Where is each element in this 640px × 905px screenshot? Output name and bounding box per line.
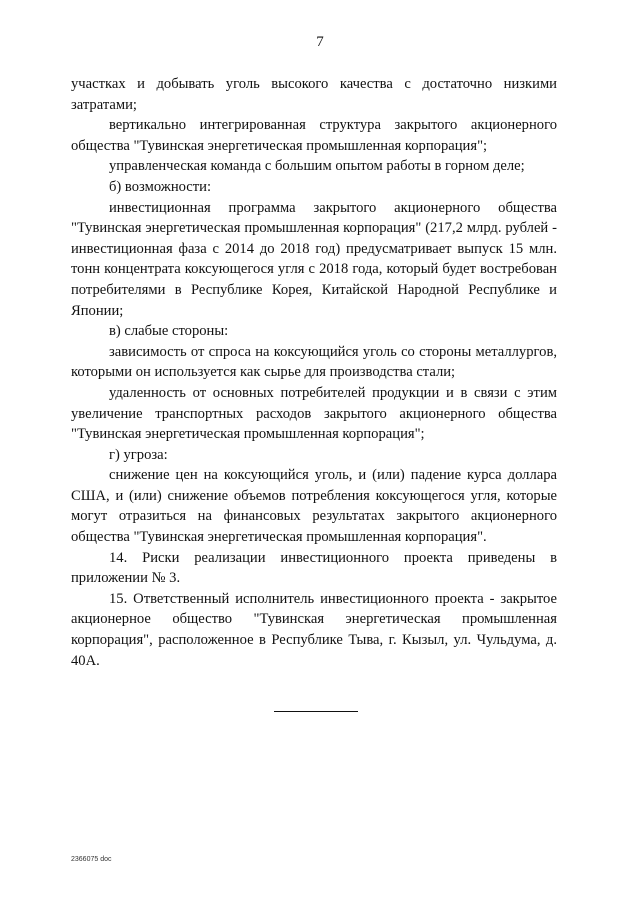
paragraph: удаленность от основных потребителей продукции и в связи с этим увеличение транспортных расходов закрытого акционерного общества "Тувинская энергетическая промышленная корпорация"; <box>71 384 557 443</box>
paragraph: управленческая команда с большим опытом работы в горном деле; <box>109 158 525 175</box>
section-heading: в) слабые стороны: <box>109 323 229 340</box>
paragraph: снижение цен на коксующийся уголь, и (или) падение курса доллара США, и (или) снижение объемов потребления коксующегося угля, которые могут отразиться на финансовых результатах закрытого акционерного общества "Тувинская энергетическая промышленная корпорация". <box>71 467 557 546</box>
paragraph: инвестиционная программа закрытого акционерного общества "Тувинская энергетическая промышленная корпорация" (217,2 млрд. рублей - инвестиционная фаза с 2014 до 2018 год) предусматривает выпуск 15 млн. тонн концентрата коксующегося угля с 2018 года, который будет востребован потребителями в Республике Корея, Китайской Народной Республике и Японии; <box>71 199 557 319</box>
section-heading: б) возможности: <box>109 178 212 195</box>
document-id: 2366075 doc <box>71 856 112 863</box>
document-body <box>71 74 557 671</box>
paragraph: зависимость от спроса на коксующийся уголь со стороны металлургов, которыми он используется как сырье для производства стали; <box>71 343 557 381</box>
page-number: 7 <box>316 34 324 50</box>
section-heading: г) угроза: <box>109 446 168 463</box>
paragraph: вертикально интегрированная структура закрытого акционерного общества "Тувинская энергетическая промышленная корпорация"; <box>71 117 557 154</box>
end-divider <box>274 711 358 712</box>
numbered-paragraph: 14. Риски реализации инвестиционного проекта приведены в приложении № 3. <box>71 549 557 587</box>
numbered-paragraph: 15. Ответственный исполнитель инвестиционного проекта - закрытое акционерное общество "Тувинская энергетическая промышленная корпорация", расположенное в Республике Тыва, г. Кызыл, ул. Чульдума, д. 40А. <box>71 590 557 669</box>
paragraph: участках и добывать уголь высокого качества с достаточно низкими затратами; <box>71 76 557 113</box>
